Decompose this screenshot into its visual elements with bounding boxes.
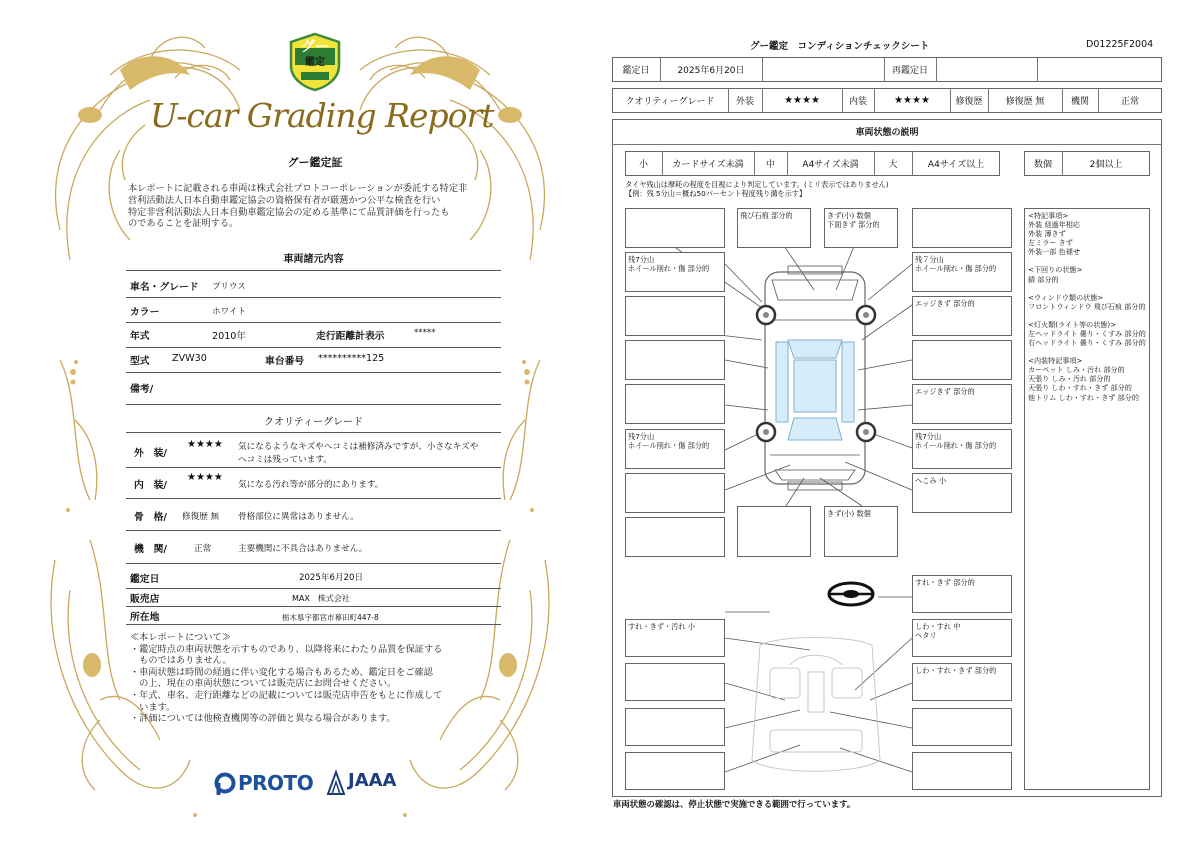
comment-box-front-center [737, 208, 811, 248]
comment-text: 下面きず 部分的 [827, 220, 880, 229]
engine-value: 正常 [194, 544, 212, 554]
divider [126, 270, 501, 271]
spacer [1028, 347, 1146, 356]
frame-text: 骨格部位に異常はありません。 [238, 512, 359, 522]
exterior-stars: ★★★★ [784, 95, 820, 106]
divider [126, 322, 501, 323]
divider [126, 563, 501, 564]
certificate-intro [128, 183, 498, 230]
exterior-text-2: ヘコミは残っています。 [238, 455, 332, 465]
comment-box-interior-right-1 [912, 619, 1012, 657]
address-value: 栃木県宇都宮市幕田町447-8 [282, 613, 379, 622]
comment-box-rear-center [824, 506, 898, 557]
comment-box-right-tire-rear [912, 429, 1012, 469]
report-title: U-car Grading Report [150, 96, 494, 135]
comment-box-right-dent [912, 473, 1012, 513]
spacer [1028, 256, 1146, 265]
note-line: <内装特記事項> [1028, 356, 1083, 366]
name-value: プリウス [212, 282, 246, 292]
note-line: います。 [130, 701, 176, 713]
divider [126, 624, 501, 625]
intro-line: 本レポートに記載される車両は株式会社プロトコーポレーションが委託する特定非 [128, 183, 468, 194]
note-line: 外装 薄きず [1028, 229, 1066, 239]
comment-text: へこみ 小 [915, 476, 947, 485]
note-line: 天張り しわ・すれ・きず 部分的 [1028, 383, 1132, 393]
repair-history-label: 修復歴 [955, 97, 983, 107]
year-value: 2010年 [212, 331, 247, 342]
proto-logo-icon [214, 772, 236, 796]
divider [762, 57, 763, 82]
engine-text: 主要機関に不具合はありません。 [238, 544, 368, 554]
comment-box-interior-left-2 [625, 663, 725, 701]
note-line: フロントウィンドウ 飛び石痕 部分的 [1028, 301, 1146, 311]
comment-box-left-3 [625, 296, 725, 336]
comment-text: 残7分山 [915, 432, 942, 441]
comment-box-interior-right-3 [912, 708, 1012, 746]
certificate-heading: グー鑑定証 [287, 156, 343, 169]
comment-text: きず(小) 数個 [827, 211, 871, 220]
comment-text: ホイール削れ・傷 部分的 [628, 441, 710, 450]
divider [126, 606, 501, 607]
model-label: 型式 [130, 356, 150, 367]
divider [126, 498, 501, 499]
divider [126, 347, 501, 348]
comment-text: 残７分山 [915, 255, 944, 264]
engine-label: 機関 [1070, 97, 1089, 107]
comment-text: きず(小) 数個 [827, 509, 871, 518]
comment-box-right-edge-2 [912, 384, 1012, 424]
divider [126, 404, 501, 405]
note-line: <灯火類(ライト等の状態)> [1028, 319, 1117, 329]
proto-logo: PROTO [238, 771, 314, 795]
steering-wheel-icon [829, 583, 873, 605]
tire-note: タイヤ残山は摩耗の程度を目視により判定しています。(ミリ表示ではありません) [625, 180, 889, 189]
color-value: ホワイト [212, 307, 247, 317]
note-line: ・車両状態は時間の経過に伴い変化する場合もあるため、鑑定日をご確認 [130, 666, 433, 678]
interior-text: 気になる汚れ等が部分的にあります。 [238, 480, 384, 490]
jaaa-logo: JAAA [348, 770, 397, 791]
note-line: ・鑑定時点の車両状態を示すものであり、以降将来にわたり品質を保証する [130, 643, 443, 655]
divider [126, 530, 501, 531]
quality-grade-label: クオリティーグレード [625, 97, 715, 107]
comment-text: すれ・きず・汚れ 小 [628, 622, 695, 631]
color-label: カラー [130, 307, 160, 318]
comment-text: 残7分山 [628, 255, 655, 264]
note-line: 錆 部分的 [1028, 274, 1059, 284]
interior-label: 内装 [848, 97, 867, 107]
note-line: <下回りの状態> [1028, 265, 1083, 275]
chassis-value: **********125 [318, 353, 385, 364]
note-line: の上、現在の車両状態については販売店にお問合せください。 [130, 678, 397, 690]
chassis-label: 車台番号 [265, 356, 305, 367]
report-notes [130, 632, 500, 725]
spacer [1028, 284, 1146, 293]
comment-box-left-5 [625, 384, 725, 424]
comment-text: ホイール削れ・傷 部分的 [628, 264, 710, 273]
comment-box-interior-right-4 [912, 752, 1012, 790]
badge-bottom-text: 鑑定 [305, 57, 325, 68]
divider [126, 297, 501, 298]
reinspect-label: 再鑑定日 [891, 66, 928, 76]
badge-top-text: グー [301, 39, 329, 55]
comment-box-left-4 [625, 340, 725, 380]
quality-title: クオリティーグレード [264, 417, 363, 428]
note-line: 左ミラー きず [1028, 238, 1073, 248]
divider [612, 144, 1162, 145]
dealer-label: 販売店 [130, 594, 160, 605]
comment-text: ヘタリ [915, 631, 937, 640]
divider [126, 372, 501, 373]
model-value: ZVW30 [172, 353, 207, 364]
intro-line: 営利活動法人日本自動車鑑定協会の資格保有者が厳選かつ公平な検査を行い [128, 194, 441, 206]
mileage-value: ***** [414, 328, 436, 338]
dealer-value: MAX 株式会社 [292, 594, 350, 603]
spacer [1028, 311, 1146, 320]
comment-text: ホイール削れ・傷 部分的 [915, 264, 997, 273]
divider [1037, 57, 1038, 82]
intro-line: のであることを証明する。 [128, 218, 239, 230]
comment-text: 残7分山 [628, 432, 655, 441]
address-label: 所在地 [130, 612, 160, 623]
count-label: 数個 [1033, 160, 1052, 170]
sheet-footer: 車両状態の確認は、停止状態で実施できる範囲で行っています。 [613, 799, 856, 809]
count-desc: 2個以上 [1089, 160, 1123, 170]
comment-box-interior-right-2 [912, 663, 1012, 701]
size-small-desc: カードサイズ未満 [672, 160, 744, 170]
comment-box-left-7 [625, 473, 725, 513]
intro-line: 特定非営利活動法人日本自動車鑑定協会の定める基準にて品質評価を行ったも [128, 206, 450, 218]
note-line: 左ヘッドライト 曇り・くすみ 部分的 [1028, 328, 1146, 338]
comment-box-right-4 [912, 340, 1012, 380]
tire-example: 【例：残 5分山＝概ね50パーセント程度残り溝を示す】 [625, 189, 807, 198]
comment-box-interior-left-3 [625, 708, 725, 746]
comment-text: エッジきず 部分的 [915, 387, 975, 396]
comment-box-interior-left-4 [625, 752, 725, 790]
name-label: 車名・グレード [130, 282, 199, 293]
comment-box-right-1 [912, 208, 1012, 248]
note-line: 天張り しみ・汚れ 部分的 [1028, 374, 1111, 384]
comment-box-left-8 [625, 517, 725, 557]
comment-box-right-edge-1 [912, 296, 1012, 336]
note-line: 外装一部 色褪せ [1028, 247, 1080, 257]
exterior-stars: ★★★★ [187, 439, 223, 450]
jaaa-logo-icon [326, 770, 346, 796]
note-line: ・年式、車名、走行距離などの記載については販売店申告をもとに作成して [130, 689, 443, 701]
divider [126, 432, 501, 433]
exterior-label: 外装 [735, 97, 754, 107]
comment-text: 飛び石痕 部分的 [740, 211, 793, 220]
date-label: 鑑定日 [130, 574, 160, 585]
comment-text: エッジきず 部分的 [915, 299, 975, 308]
size-medium-desc: A4サイズ未満 [802, 160, 859, 170]
frame-label: 骨 格/ [134, 512, 167, 523]
note-line: 右ヘッドライト 曇り・くすみ 部分的 [1028, 338, 1146, 348]
comment-box-interior-left-1 [625, 619, 725, 657]
divider [126, 467, 501, 468]
interior-stars: ★★★★ [187, 472, 223, 483]
specs-title: 車両諸元内容 [283, 254, 344, 265]
repair-history-value: 修復歴 無 [1005, 97, 1045, 107]
sheet-date-value: 2025年6月20日 [677, 66, 745, 76]
note-line: <特記事項> [1028, 211, 1069, 220]
comment-box-front-right [824, 208, 898, 248]
note-line: ≪本レポートについて≫ [130, 632, 231, 643]
note-line: ものではありません。 [130, 655, 232, 667]
special-notes-list [1028, 211, 1146, 402]
mileage-label: 走行距離計表示 [316, 331, 385, 342]
comment-text: しわ・すれ 中 [915, 622, 961, 631]
comment-box-left-tire-front [625, 252, 725, 292]
comment-text: ホイール削れ・傷 部分的 [915, 441, 997, 450]
comment-box-rear-left [737, 506, 811, 557]
comment-box-left-1 [625, 208, 725, 248]
comment-box-steering [912, 575, 1012, 613]
interior-label: 内 装/ [134, 480, 167, 491]
exterior-text: 気になるようなキズやヘコミは補修済みですが、小さなキズや [238, 442, 479, 452]
comment-text: しわ・すれ・きず 部分的 [915, 666, 997, 675]
size-large: 大 [888, 160, 898, 170]
size-large-desc: A4サイズ以上 [927, 160, 985, 170]
frame-value: 修復歴 無 [182, 512, 220, 522]
note-line: カーペット しみ・汚れ 部分的 [1028, 365, 1125, 375]
comment-box-right-tire-front [912, 252, 1012, 292]
size-medium: 中 [765, 160, 775, 170]
interior-stars: ★★★★ [894, 95, 930, 106]
divider [126, 588, 501, 589]
document-id: D01225F2004 [1086, 39, 1154, 50]
comment-text: すれ・きず 部分的 [915, 578, 975, 587]
condition-title: 車両状態の説明 [855, 128, 919, 138]
note-line: <ウィンドウ類の状態> [1028, 292, 1104, 302]
remarks-label: 備考/ [130, 384, 154, 395]
sheet-title: グー鑑定 コンディションチェックシート [750, 41, 930, 52]
engine-value: 正常 [1120, 97, 1139, 107]
sheet-date-label: 鑑定日 [622, 66, 650, 76]
note-line: 他トリム しわ・すれ・きず 部分的 [1028, 392, 1139, 402]
note-line: ・評価については他検査機関等の評価と異なる場合があります。 [130, 713, 396, 725]
size-small: 小 [638, 160, 648, 170]
engine-label: 機 関/ [134, 544, 167, 555]
exterior-label: 外 装/ [134, 448, 167, 459]
note-line: 外装 経過年相応 [1028, 220, 1080, 230]
comment-box-left-tire-rear [625, 429, 725, 469]
date-value: 2025年6月20日 [299, 573, 364, 583]
year-label: 年式 [130, 331, 150, 342]
reinspect-value [936, 57, 1037, 82]
